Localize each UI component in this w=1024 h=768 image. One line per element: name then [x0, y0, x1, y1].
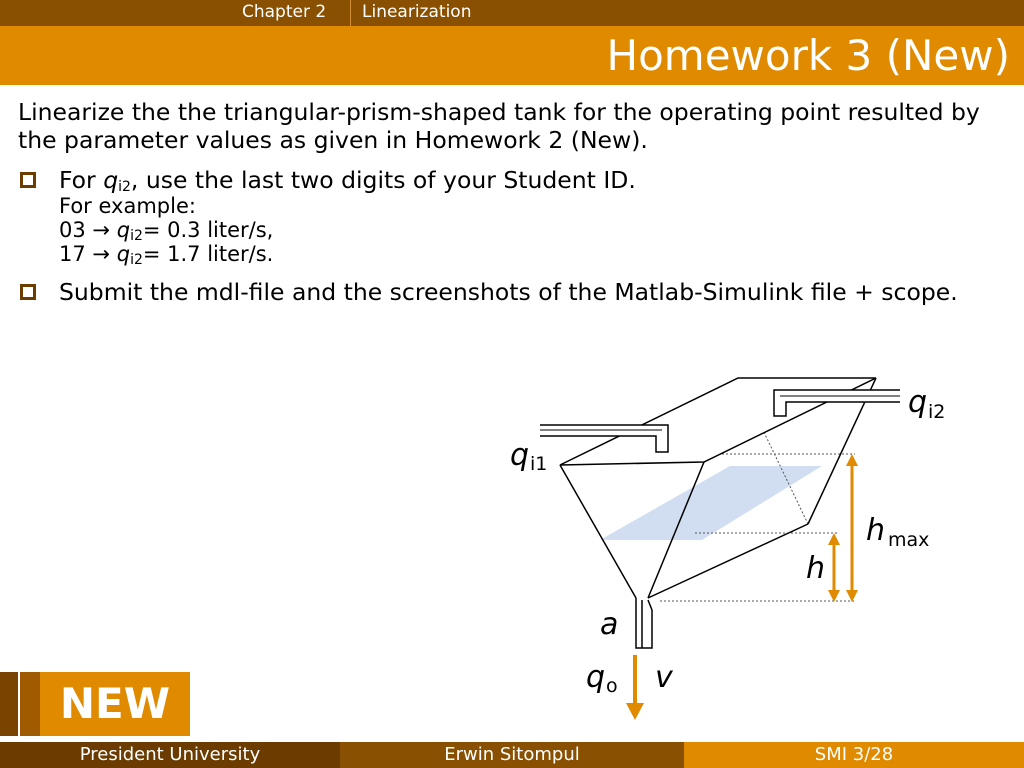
hmax-label: h	[866, 513, 886, 548]
footer-institution: President University	[0, 742, 340, 768]
qi1-sub: i1	[530, 453, 548, 475]
new-badge	[0, 672, 190, 736]
example2-value: = 1.7 liter/s.	[142, 242, 274, 266]
footer-author: Erwin Sitompul	[340, 742, 684, 768]
intro-paragraph: Linearize the the triangular-prism-shaped tank for the operating point resulted by the parameter values as given in Homework 2 (New).	[18, 98, 980, 154]
qi2-sub: i2	[928, 401, 946, 423]
square-bullet-icon	[20, 172, 36, 188]
bullet1-variable: q	[103, 166, 119, 194]
bullet-item-submit	[18, 278, 998, 306]
top-navigation-bar	[0, 0, 1024, 26]
example2-subscript: i2	[130, 252, 143, 268]
badge-stripe-mid	[20, 672, 40, 736]
v-label: v	[655, 660, 673, 695]
a-label: a	[600, 607, 619, 642]
right-arrow-icon: →	[92, 242, 111, 266]
section-label: Linearization	[362, 2, 472, 22]
h-arrow	[828, 533, 840, 602]
example1-variable: q	[116, 218, 131, 242]
bullet2-text: Submit the mdl-file and the screenshots of the Matlab-Simulink file + scope.	[59, 278, 958, 306]
hmax-arrow	[846, 454, 858, 602]
right-arrow-icon: →	[92, 218, 111, 242]
qo-label: q	[586, 660, 606, 695]
outflow-arrow	[626, 655, 644, 720]
example1-value: = 0.3 liter/s,	[142, 218, 274, 242]
h-label: h	[806, 551, 826, 586]
bullet1-text-pre: For	[59, 166, 104, 194]
example-line-2	[59, 242, 998, 266]
example2-id: 17	[59, 242, 86, 266]
example-label: For example:	[59, 194, 196, 218]
example-block	[59, 194, 998, 266]
badge-stripe-dark	[0, 672, 18, 736]
slide-title: Homework 3 (New)	[606, 31, 1010, 80]
badge-label: NEW	[40, 672, 190, 736]
footer-page-number: SMI 3/28	[684, 742, 1024, 768]
bullet1-subscript: i2	[118, 179, 131, 195]
example1-subscript: i2	[130, 228, 143, 244]
square-bullet-icon	[20, 284, 36, 300]
slide-content	[18, 98, 998, 306]
qo-sub: o	[606, 675, 618, 697]
tank-diagram	[490, 370, 970, 730]
header-separator	[350, 0, 351, 26]
chapter-label: Chapter 2	[242, 2, 327, 22]
bullet1-text-post: , use the last two digits of your Student ID.	[130, 166, 636, 194]
example-line-1	[59, 218, 998, 242]
example2-variable: q	[116, 242, 131, 266]
qi1-label: q	[510, 438, 530, 473]
hmax-sub: max	[888, 529, 930, 551]
footer-bar	[0, 742, 1024, 768]
example1-id: 03	[59, 218, 86, 242]
title-bar	[0, 26, 1024, 85]
water-surface	[600, 466, 822, 540]
bullet-item-student-id	[18, 166, 998, 266]
qi2-label: q	[908, 385, 928, 420]
